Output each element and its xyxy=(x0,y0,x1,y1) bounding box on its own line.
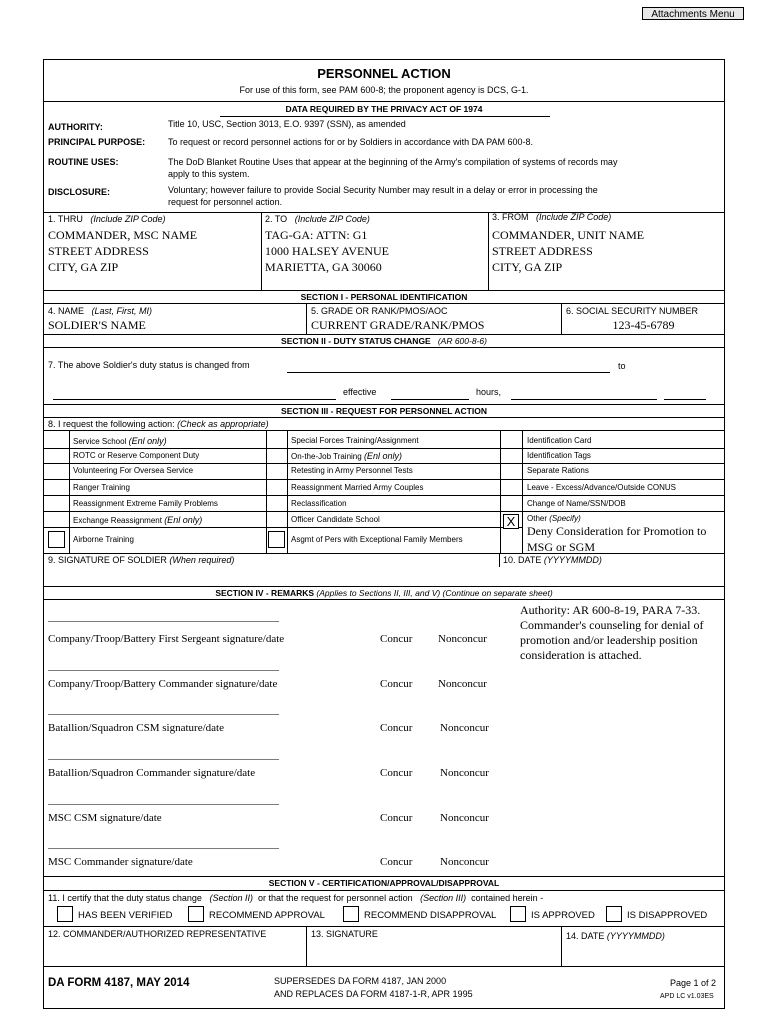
checkbox-other[interactable]: X xyxy=(503,514,519,529)
option-retesting: Retesting in Army Personnel Tests xyxy=(291,466,413,475)
nonconcur-option[interactable]: Nonconcur xyxy=(440,722,489,734)
option-separate-rations: Separate Rations xyxy=(527,466,589,475)
nonconcur-option[interactable]: Nonconcur xyxy=(440,767,489,779)
option-leave: Leave - Excess/Advance/Outside CONUS xyxy=(527,483,676,492)
ssn-label: 6. SOCIAL SECURITY NUMBER xyxy=(566,306,699,316)
form-number: DA FORM 4187, MAY 2014 xyxy=(48,977,190,989)
nonconcur-option[interactable]: Nonconcur xyxy=(440,812,489,824)
to-label-group: 2. TO (Include ZIP Code) xyxy=(265,214,370,224)
form-subtitle: For use of this form, see PAM 600-8; the proponent agency is DCS, G-1. xyxy=(239,85,529,95)
checkbox-approved[interactable] xyxy=(510,906,526,922)
concur-option[interactable]: Concur xyxy=(380,856,413,868)
option-efmp: Asgmt of Pers with Exceptional Family Members xyxy=(291,535,463,544)
option-special-forces: Special Forces Training/Assignment xyxy=(291,436,419,445)
option-reclassification: Reclassification xyxy=(291,499,347,508)
hours-label: hours, xyxy=(476,387,502,397)
to-address[interactable]: TAG-GA: ATTN: G1 1000 HALSEY AVENUE MARIETTA, GA 30060 xyxy=(265,228,390,274)
option-id-card: Identification Card xyxy=(527,436,592,445)
hours-extra-input[interactable] xyxy=(664,399,706,400)
name-label-group: 4. NAME (Last, First, MI) xyxy=(48,306,153,316)
signature-line[interactable]: __________________________________________ xyxy=(48,749,279,761)
nonconcur-option[interactable]: Nonconcur xyxy=(438,633,487,645)
remarks-text[interactable]: Authority: AR 600-8-19, PARA 7-33. Commander's counseling for denial of promotion and/or leadership position consideration is attached. xyxy=(520,603,704,662)
nonconcur-option[interactable]: Nonconcur xyxy=(440,856,489,868)
option-married-couples: Reassignment Married Army Couples xyxy=(291,483,424,492)
option-verified: HAS BEEN VERIFIED xyxy=(78,910,173,921)
option-other: Other (Specify) xyxy=(527,514,581,523)
nonconcur-option[interactable]: Nonconcur xyxy=(438,678,487,690)
effective-date-input[interactable] xyxy=(391,399,469,400)
page-number: Page 1 of 2 xyxy=(670,978,717,988)
hours-input[interactable] xyxy=(511,399,657,400)
checkbox-airborne-training[interactable] xyxy=(48,531,65,548)
option-ojt: On-the-Job Training (Enl only) xyxy=(291,451,402,461)
supersedes-line-2: AND REPLACES DA FORM 4187-1-R, APR 1995 xyxy=(274,989,473,999)
grade-label: 5. GRADE OR RANK/PMOS/AOC xyxy=(311,306,448,316)
disclosure-label: DISCLOSURE: xyxy=(48,187,111,197)
name-field[interactable]: SOLDIER'S NAME xyxy=(48,318,146,332)
item-11-text: 11. I certify that the duty status change (Section II) or that the request for personnel action (Section III) contained herein - xyxy=(48,893,544,903)
page-title: PERSONNEL ACTION xyxy=(317,66,451,81)
item-8-text: 8. I request the following action: (Check as appropriate) xyxy=(48,419,269,429)
signer-battalion-csm: Batallion/Squadron CSM signature/date xyxy=(48,722,224,734)
option-airborne-training: Airborne Training xyxy=(73,535,134,544)
signature-line[interactable]: __________________________________________ xyxy=(48,794,279,806)
from-address[interactable]: COMMANDER, UNIT NAME STREET ADDRESS CITY, GA ZIP xyxy=(492,228,645,274)
other-specify-field[interactable]: Deny Consideration for Promotion to MSG or SGM xyxy=(527,524,707,554)
status-from-input[interactable] xyxy=(287,372,610,373)
option-ranger-training: Ranger Training xyxy=(73,483,130,492)
attachments-menu-button[interactable]: Attachments Menu xyxy=(642,7,744,20)
option-service-school: Service School (Enl only) xyxy=(73,436,167,446)
concur-option[interactable]: Concur xyxy=(380,812,413,824)
thru-label-group: 1. THRU (Include ZIP Code) xyxy=(48,214,166,224)
signature-label: 13. SIGNATURE xyxy=(311,929,378,939)
checkbox-disapproved[interactable] xyxy=(606,906,622,922)
signature-line[interactable]: __________________________________________ xyxy=(48,611,279,623)
ssn-field[interactable]: 123-45-6789 xyxy=(612,318,675,332)
routine-label: ROUTINE USES: xyxy=(48,157,119,167)
option-exchange-reassignment: Exchange Reassignment (Enl only) xyxy=(73,515,203,525)
status-to-input[interactable] xyxy=(53,399,336,400)
commander-label: 12. COMMANDER/AUTHORIZED REPRESENTATIVE xyxy=(48,929,267,939)
thru-address[interactable]: COMMANDER, MSC NAME STREET ADDRESS CITY, GA ZIP xyxy=(48,228,198,274)
effective-label: effective xyxy=(343,387,377,397)
checkbox-verified[interactable] xyxy=(57,906,73,922)
privacy-heading: DATA REQUIRED BY THE PRIVACY ACT OF 1974 xyxy=(285,104,483,114)
authority-text: Title 10, USC, Section 3013, E.O. 9397 (SSN), as amended xyxy=(168,119,406,129)
option-volunteering-oversea: Volunteering For Oversea Service xyxy=(73,466,194,475)
option-recommend-disapproval: RECOMMEND DISAPPROVAL xyxy=(364,910,497,921)
option-ocs: Officer Candidate School xyxy=(291,515,380,524)
section-4-heading: SECTION IV - REMARKS (Applies to Sections II, III, and V) (Continue on separate sheet) xyxy=(215,588,553,598)
option-id-tags: Identification Tags xyxy=(527,451,591,460)
option-reassignment-family: Reassignment Extreme Family Problems xyxy=(73,499,218,508)
grade-field[interactable]: CURRENT GRADE/RANK/PMOS xyxy=(311,318,485,332)
option-disapproved: IS DISAPPROVED xyxy=(627,910,708,921)
signature-line[interactable]: __________________________________________ xyxy=(48,704,279,716)
signer-battalion-commander: Batallion/Squadron Commander signature/date xyxy=(48,767,256,779)
from-label-group: 3. FROM (Include ZIP Code) xyxy=(492,212,612,222)
option-change-name: Change of Name/SSN/DOB xyxy=(527,499,626,508)
signer-company-commander: Company/Troop/Battery Commander signature/date xyxy=(48,678,278,690)
authority-label: AUTHORITY: xyxy=(48,122,103,132)
section-3-heading: SECTION III - REQUEST FOR PERSONNEL ACTION xyxy=(281,406,487,416)
disclosure-text-1: Voluntary; however failure to provide Social Security Number may result in a delay or error in processing the xyxy=(168,185,598,195)
purpose-text: To request or record personnel actions for or by Soldiers in accordance with DA PAM 600-8. xyxy=(168,137,534,147)
checkbox-recommend-approval[interactable] xyxy=(188,906,204,922)
signature-line[interactable]: __________________________________________ xyxy=(48,838,279,850)
routine-text-2: apply to this system. xyxy=(168,169,250,179)
signer-first-sergeant: Company/Troop/Battery First Sergeant signature/date xyxy=(48,633,285,645)
checkbox-recommend-disapproval[interactable] xyxy=(343,906,359,922)
signer-msc-csm: MSC CSM signature/date xyxy=(48,812,162,824)
signature-line[interactable]: __________________________________________ xyxy=(48,660,279,672)
concur-option[interactable]: Concur xyxy=(380,722,413,734)
concur-option[interactable]: Concur xyxy=(380,678,413,690)
section-5-heading: SECTION V - CERTIFICATION/APPROVAL/DISAPPROVAL xyxy=(268,878,500,888)
checkbox-efmp[interactable] xyxy=(268,531,285,548)
concur-option[interactable]: Concur xyxy=(380,767,413,779)
item-7-text: 7. The above Soldier's duty status is changed from xyxy=(48,360,250,370)
option-approved: IS APPROVED xyxy=(531,910,595,921)
status-to-label: to xyxy=(618,361,626,371)
checkbox-id-card[interactable] xyxy=(504,433,519,446)
section-2-heading: SECTION II - DUTY STATUS CHANGE (AR 600-8-6) xyxy=(281,336,487,346)
section-1-heading: SECTION I - PERSONAL IDENTIFICATION xyxy=(300,292,468,302)
soldier-signature-label: 9. SIGNATURE OF SOLDIER (When required) xyxy=(48,555,235,565)
form-version: APD LC v1.03ES xyxy=(660,993,714,1000)
supersedes-line-1: SUPERSEDES DA FORM 4187, JAN 2000 xyxy=(274,976,447,986)
approval-date-label: 14. DATE (YYYYMMDD) xyxy=(566,931,665,941)
soldier-date-label: 10. DATE (YYYYMMDD) xyxy=(503,555,602,565)
signer-msc-commander: MSC Commander signature/date xyxy=(48,856,193,868)
routine-text-1: The DoD Blanket Routine Uses that appear at the beginning of the Army's compilation of systems of records may xyxy=(168,157,618,167)
option-recommend-approval: RECOMMEND APPROVAL xyxy=(209,910,325,921)
concur-option[interactable]: Concur xyxy=(380,633,413,645)
option-rotc: ROTC or Reserve Component Duty xyxy=(73,451,200,460)
purpose-label: PRINCIPAL PURPOSE: xyxy=(48,137,146,147)
disclosure-text-2: request for personnel action. xyxy=(168,197,283,207)
